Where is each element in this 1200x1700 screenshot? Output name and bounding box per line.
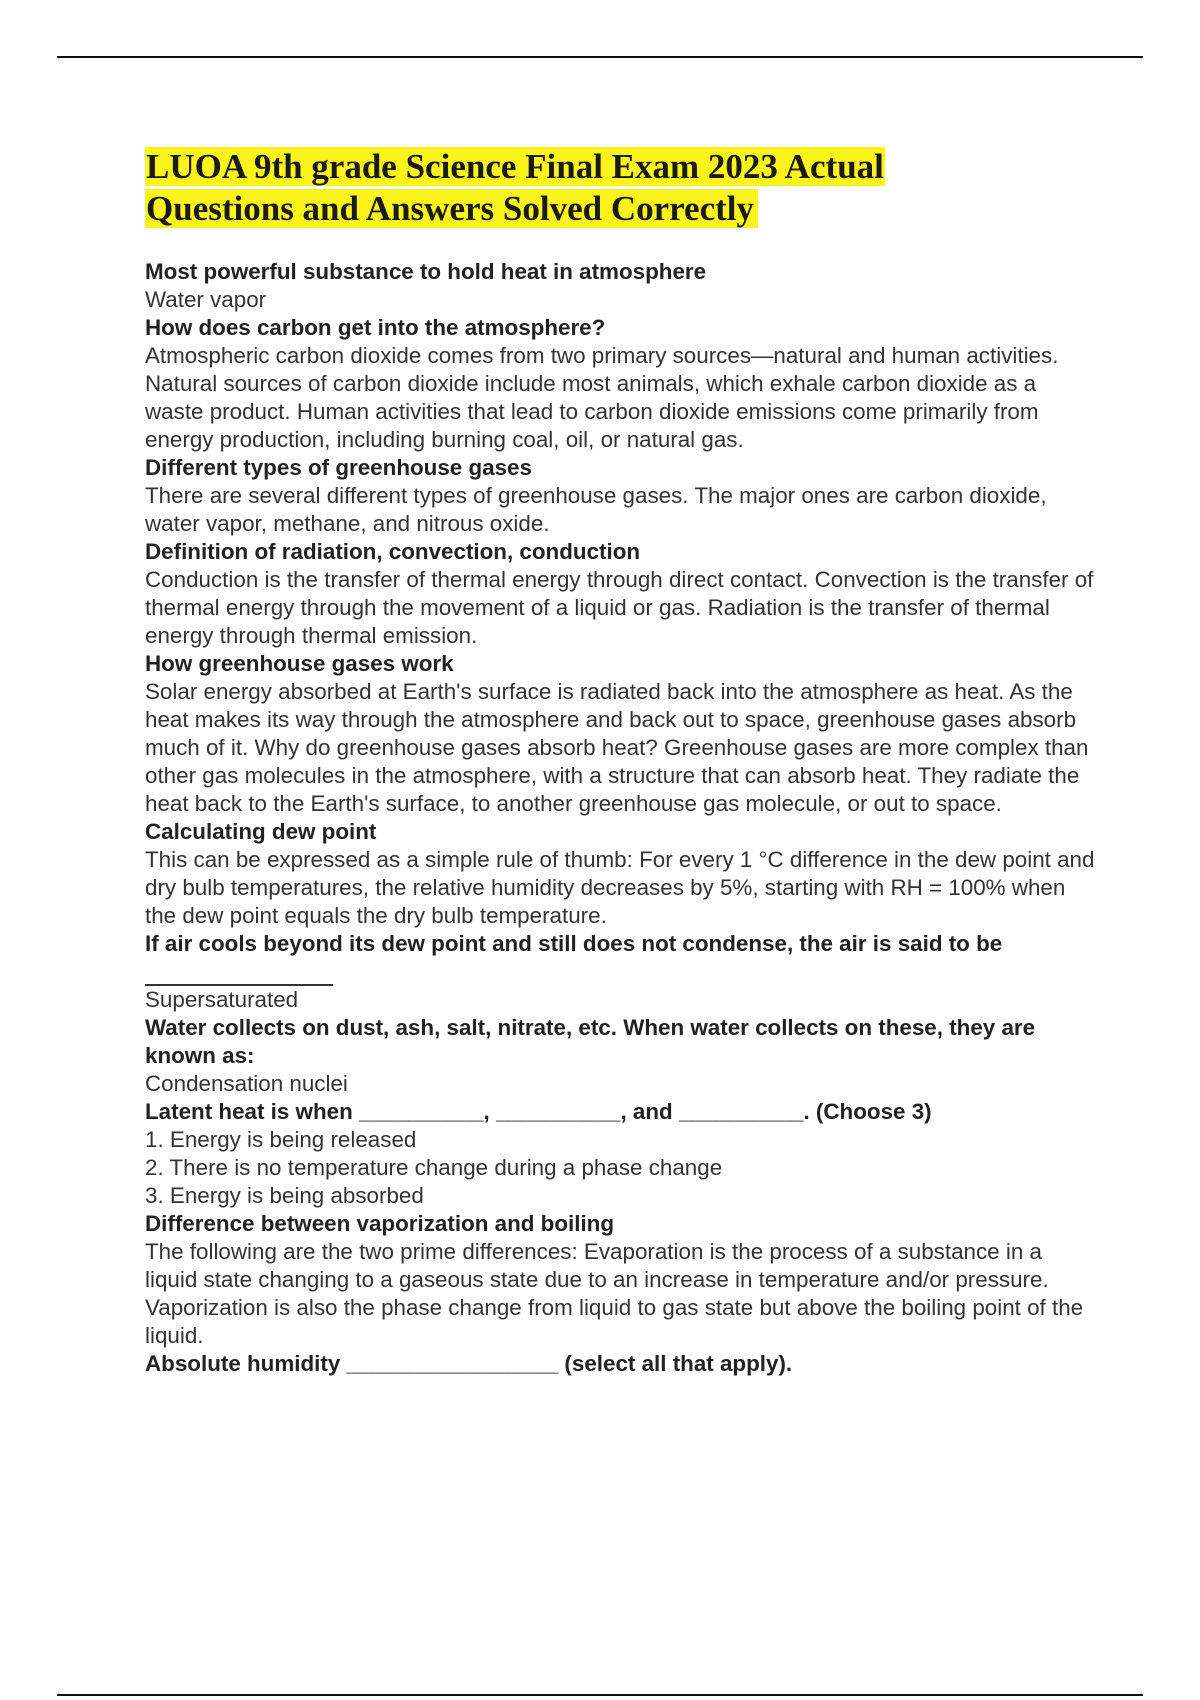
answer-text: Atmospheric carbon dioxide comes from two primary sources—natural and human activities. Natural sources of carbon dioxide include most animals, which exhale carbon dioxide as a waste product. Human activities that lead to carbon dioxide emissions come primarily from energy production, including burning coal, oil, or natural gas. xyxy=(145,343,1059,452)
answer-list-item: 2. There is no temperature change during a phase change xyxy=(145,1155,723,1180)
question-text: Absolute humidity _________________ (select all that apply). xyxy=(145,1351,793,1376)
qa-list xyxy=(145,258,1095,1378)
answer-text: The following are the two prime differences: Evaporation is the process of a substance in a liquid state changing to a gaseous state due to an increase in temperature and/or pressure. Vaporization is also the phase change from liquid to gas state but above the boiling point of the liquid. xyxy=(145,1239,1084,1348)
answer-text: Supersaturated xyxy=(145,987,299,1012)
answer-list-item: 3. Energy is being absorbed xyxy=(145,1183,424,1208)
question-text: If air cools beyond its dew point and still does not condense, the air is said to be xyxy=(145,931,1003,956)
question-text: Difference between vaporization and boiling xyxy=(145,1211,615,1236)
question-text: Latent heat is when __________, __________, and __________. (Choose 3) xyxy=(145,1099,932,1124)
answer-text: This can be expressed as a simple rule of thumb: For every 1 °C difference in the dew point and dry bulb temperatures, the relative humidity decreases by 5%, starting with RH = 100% when the dew point equals the dry bulb temperature. xyxy=(145,847,1095,928)
document-title xyxy=(145,146,1085,230)
title-line-1: LUOA 9th grade Science Final Exam 2023 Actual xyxy=(146,147,884,186)
question-text: Definition of radiation, convection, conduction xyxy=(145,539,641,564)
answer-text: Condensation nuclei xyxy=(145,1071,348,1096)
question-text: Calculating dew point xyxy=(145,819,377,844)
title-line-2: Questions and Answers Solved Correctly xyxy=(145,189,758,228)
question-text: How greenhouse gases work xyxy=(145,651,454,676)
answer-text: There are several different types of greenhouse gases. The major ones are carbon dioxide, water vapor, methane, and nitrous oxide. xyxy=(145,483,1047,536)
bottom-rule xyxy=(57,1694,1143,1696)
question-text: Different types of greenhouse gases xyxy=(145,455,532,480)
answer-text: Solar energy absorbed at Earth's surface is radiated back into the atmosphere as heat. As the heat makes its way through the atmosphere and back out to space, greenhouse gases absorb much of it. Why do greenhouse gases absorb heat? Greenhouse gases are more complex than other gas molecules in the atmosphere, with a structure that can absorb heat. They radiate the heat back to the Earth's surface, to another greenhouse gas molecule, or out to space. xyxy=(145,679,1089,816)
answer-text: Water vapor xyxy=(145,287,267,312)
question-text: How does carbon get into the atmosphere? xyxy=(145,315,606,340)
question-text: Most powerful substance to hold heat in atmosphere xyxy=(145,259,707,284)
question-text: Water collects on dust, ash, salt, nitrate, etc. When water collects on these, they are known as: xyxy=(145,1015,1036,1068)
answer-blank-line xyxy=(145,958,333,986)
answer-text: Conduction is the transfer of thermal energy through direct contact. Convection is the transfer of thermal energy through the movement of a liquid or gas. Radiation is the transfer of thermal energy through thermal emission. xyxy=(145,567,1094,648)
top-rule xyxy=(57,56,1143,58)
answer-list-item: 1. Energy is being released xyxy=(145,1127,417,1152)
